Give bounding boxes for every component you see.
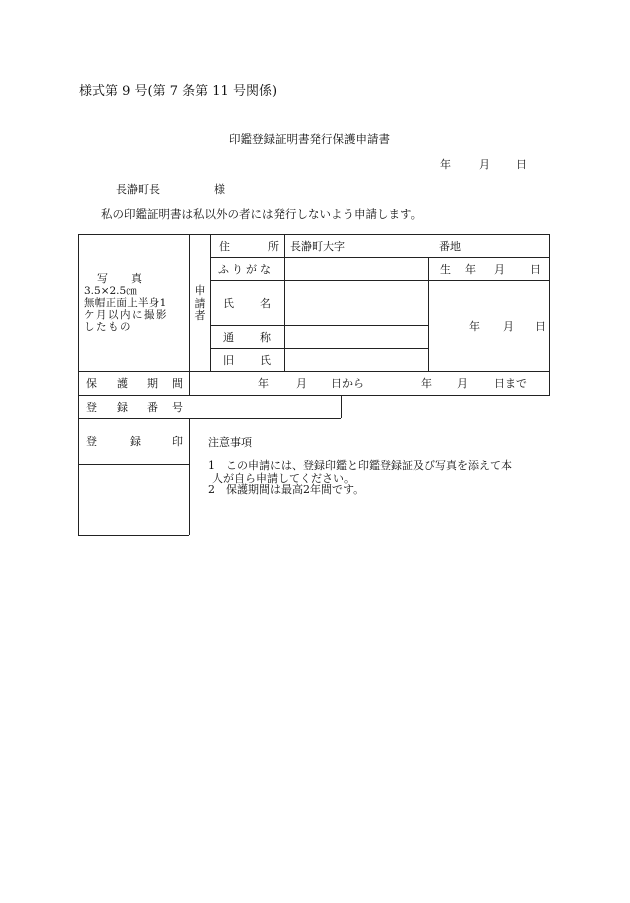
label-char: 印 — [172, 435, 183, 448]
applicant-label-char: 者 — [194, 309, 206, 323]
row-divider — [78, 395, 550, 396]
label-char: 号 — [172, 401, 183, 414]
birth-day-label: 日 — [535, 320, 546, 333]
application-statement: 私の印鑑証明書は私以外の者には発行しないよう申請します。 — [101, 207, 423, 221]
photo-size: 3.5×2.5㎝ — [84, 285, 137, 297]
furigana-label: ふりがな — [218, 263, 274, 276]
row-divider — [210, 257, 550, 258]
col-divider — [284, 234, 285, 371]
label-char: 期 — [147, 377, 158, 390]
table-border-top — [78, 234, 550, 235]
applicant-label — [193, 285, 207, 323]
col-divider — [428, 257, 429, 371]
table-border-bottom — [78, 535, 189, 536]
table-border-right — [549, 234, 550, 395]
label-char: 録 — [130, 435, 141, 448]
address-suffix: 番地 — [439, 240, 461, 253]
birth-label-day: 日 — [530, 263, 541, 276]
period-to-year: 年 — [421, 377, 432, 390]
notes-heading: 注意事項 — [208, 436, 252, 449]
note-item-1: 1 この申請には、登録印鑑と印鑑登録証及び写真を添えて本 — [208, 459, 512, 472]
address-prefix: 長瀞町大字 — [290, 240, 345, 253]
label-char: 護 — [117, 377, 128, 390]
former-name-label-1: 旧 — [223, 354, 234, 367]
name-label-1: 氏 — [223, 297, 234, 310]
label-char: 番 — [147, 401, 158, 414]
row-divider — [78, 371, 550, 372]
row-divider — [78, 464, 189, 465]
photo-note-line: ケ月以内に撮影 — [84, 309, 168, 321]
label-char: 登 — [86, 435, 97, 448]
period-from-year: 年 — [258, 377, 269, 390]
document-title: 印鑑登録証明書発行保護申請書 — [229, 132, 390, 146]
date-year-label: 年 — [440, 158, 451, 171]
birth-label-year: 年 — [465, 263, 476, 276]
col-divider — [210, 234, 211, 371]
period-from-day: 日から — [331, 377, 364, 390]
label-char: 録 — [117, 401, 128, 414]
col-divider — [189, 418, 190, 535]
form-number: 様式第 9 号(第 7 条第 11 号関係) — [79, 84, 278, 99]
row-divider — [210, 280, 550, 281]
name-label-2: 名 — [260, 297, 271, 310]
former-name-label-2: 氏 — [260, 354, 271, 367]
row-divider — [78, 418, 341, 419]
photo-note-line: 無帽正面上半身1 — [84, 297, 167, 309]
note-item-1-cont: 人が自ら申請してください。 — [212, 472, 355, 485]
applicant-label-char: 請 — [194, 296, 206, 310]
col-divider — [341, 395, 342, 418]
note-item-2: 2 保護期間は最高2年間です。 — [208, 483, 365, 496]
period-to-month: 月 — [457, 377, 468, 390]
date-day-label: 日 — [516, 158, 527, 171]
birth-label-month: 月 — [494, 263, 505, 276]
birth-year-label: 年 — [469, 320, 480, 333]
applicant-label-char: 申 — [194, 284, 206, 297]
period-to-day: 日まで — [494, 377, 527, 390]
period-from-month: 月 — [296, 377, 307, 390]
label-char: 保 — [86, 377, 97, 390]
date-month-label: 月 — [479, 158, 490, 171]
col-divider — [189, 234, 190, 395]
alias-label-2: 称 — [260, 331, 271, 344]
row-divider — [210, 325, 428, 326]
photo-title-2: 真 — [131, 272, 142, 285]
address-label-1: 住 — [219, 240, 230, 253]
photo-title-1: 写 — [97, 272, 108, 285]
alias-label-1: 通 — [223, 331, 234, 344]
photo-note-line: したもの — [84, 321, 132, 333]
label-char: 登 — [86, 401, 97, 414]
birth-month-label: 月 — [503, 320, 514, 333]
address-label-2: 所 — [268, 240, 279, 253]
addressee-honorific: 様 — [214, 183, 225, 196]
table-border-left — [78, 234, 79, 535]
label-char: 間 — [172, 377, 183, 390]
addressee-name: 長瀞町長 — [116, 183, 160, 196]
row-divider — [210, 348, 428, 349]
birth-label-sei: 生 — [440, 263, 451, 276]
